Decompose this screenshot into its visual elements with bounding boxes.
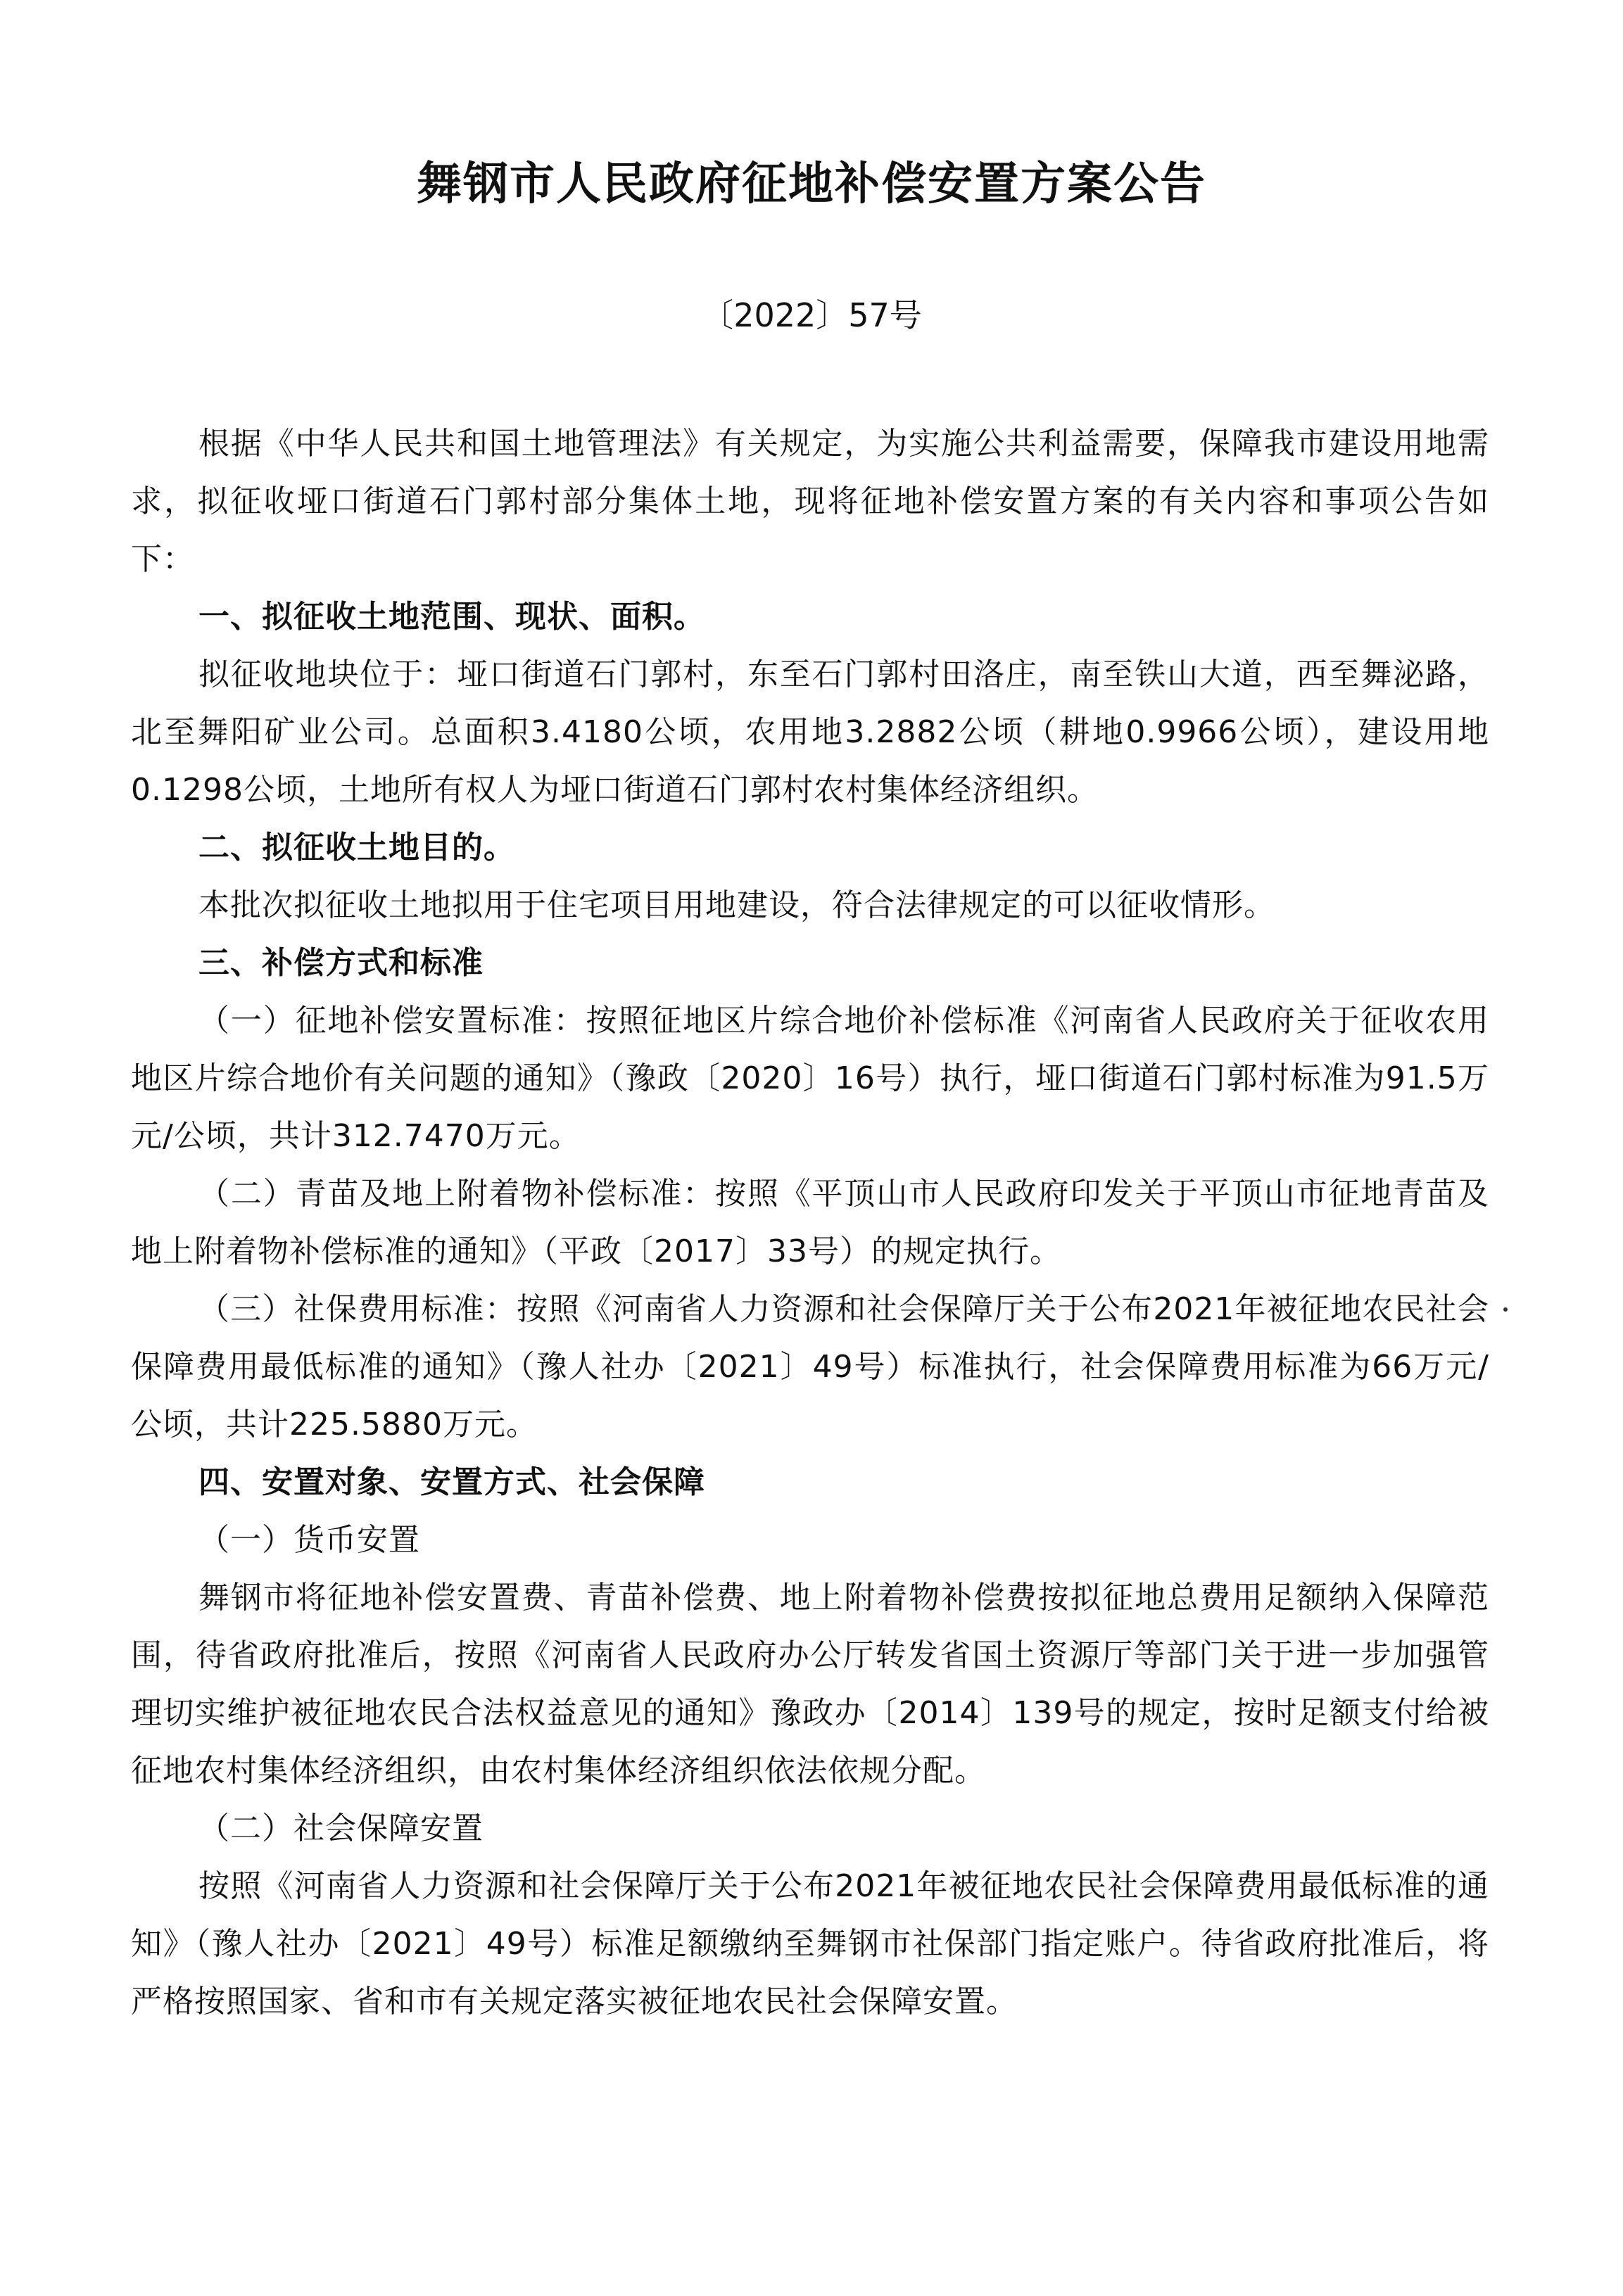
section-heading-3: 三、补偿方式和标准 [198, 945, 484, 981]
subheading-social-security: （二）社会保障安置 [198, 1810, 484, 1846]
section-heading-1: 一、拟征收土地范围、现状、面积。 [198, 599, 705, 635]
document-number: 〔2022〕57号 [701, 296, 922, 334]
intro-paragraph: 根据《中华人民共和国土地管理法》有关规定，为实施公共利益需要，保障我市建设用地需求，拟征收垭口街道石门郭村部分集体土地，现将征地补偿安置方案的有关内容和事项公告如下： [131, 426, 1489, 577]
paragraph-social-insurance-cost: （三）社保费用标准：按照《河南省人力资源和社会保障厅关于公布2021年被征地农民社会保障费用最低标准的通知》（豫人社办〔2021〕49号）标准执行，社会保障费用标准为66万元/公顷，共计225.5880万元。 [131, 1291, 1489, 1442]
paragraph-monetary-resettlement: 舞钢市将征地补偿安置费、青苗补偿费、地上附着物补偿费按拟征地总费用足额纳入保障范围，待省政府批准后，按照《河南省人民政府办公厅转发省国土资源厅等部门关于进一步加强管理切实维护被征地农民合法权益意见的通知》豫政办〔2014〕139号的规定，按时足额支付给被征地农村集体经济组织，由农村集体经济组织依法依规分配。 [131, 1580, 1489, 1789]
paragraph-social-security: 按照《河南省人力资源和社会保障厅关于公布2021年被征地农民社会保障费用最低标准的通知》（豫人社办〔2021〕49号）标准足额缴纳至舞钢市社保部门指定账户。待省政府批准后，将严格按照国家、省和市有关规定落实被征地农民社会保障安置。 [131, 1868, 1489, 2019]
scan-speck [1503, 1307, 1508, 1312]
document-title: 舞钢市人民政府征地补偿安置方案公告 [417, 158, 1206, 210]
paragraph-compensation-standard: （一）征地补偿安置标准：按照征地区片综合地价补偿标准《河南省人民政府关于征收农用地区片综合地价有关问题的通知》（豫政〔2020〕16号）执行，垭口街道石门郭村标准为91.5万元/公顷，共计312.7470万元。 [131, 1003, 1489, 1154]
paragraph-land-scope: 拟征收地块位于：垭口街道石门郭村，东至石门郭村田洛庄，南至铁山大道，西至舞泌路，北至舞阳矿业公司。总面积3.4180公顷，农用地3.2882公顷（耕地0.9966公顷），建设用地0.1298公顷，土地所有权人为垭口街道石门郭村农村集体经济组织。 [131, 657, 1489, 808]
paragraph-crop-compensation: （二）青苗及地上附着物补偿标准：按照《平顶山市人民政府印发关于平顶山市征地青苗及地上附着物补偿标准的通知》（平政〔2017〕33号）的规定执行。 [131, 1176, 1489, 1269]
section-heading-2: 二、拟征收土地目的。 [198, 830, 515, 865]
document-body [131, 415, 1489, 2031]
subheading-monetary: （一）货币安置 [198, 1522, 420, 1558]
paragraph-land-purpose: 本批次拟征收土地拟用于住宅项目用地建设，符合法律规定的可以征收情形。 [198, 887, 1275, 923]
section-heading-4: 四、安置对象、安置方式、社会保障 [198, 1464, 705, 1500]
